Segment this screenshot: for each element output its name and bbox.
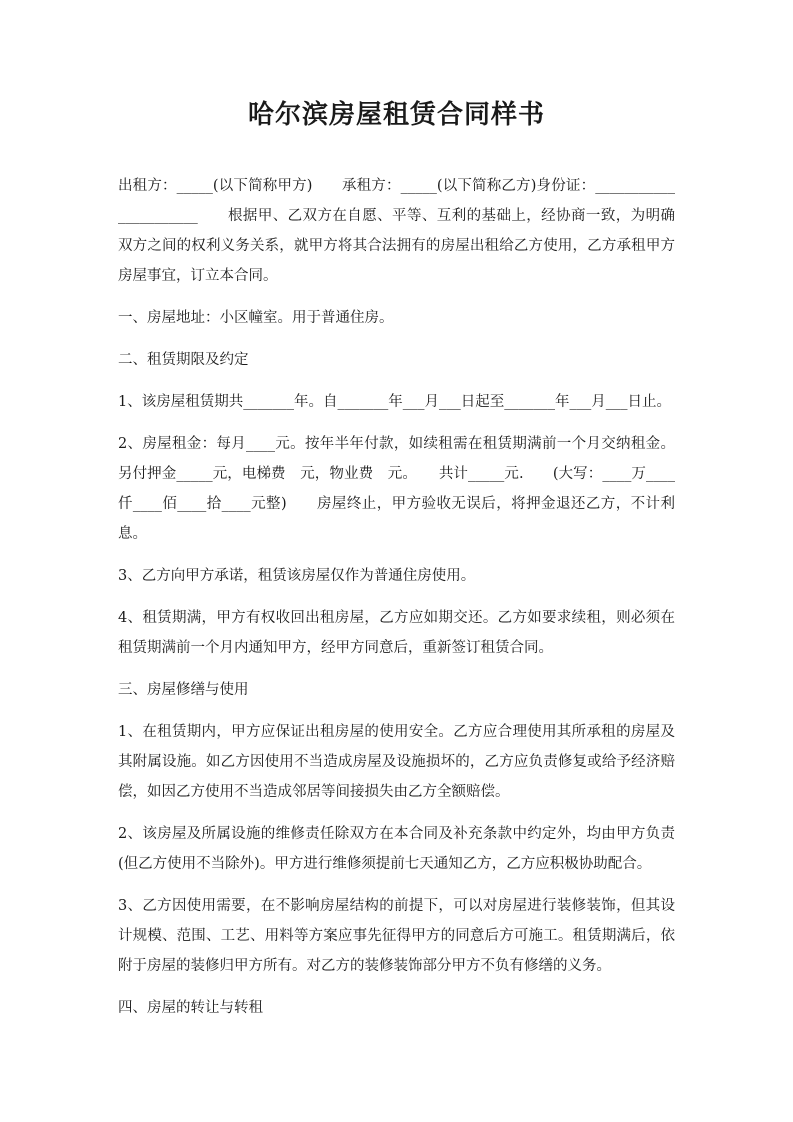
section-heading-repair: 三、房屋修缮与使用	[118, 682, 249, 698]
section-heading-lease-term: 二、租赁期限及约定	[118, 352, 249, 368]
paragraph-repair-3: 3、乙方因使用需要，在不影响房屋结构的前提下，可以对房屋进行装修装饰，但其设计规模、范围、工艺、用料等方案应事先征得甲方的同意后方可施工。租赁期满后，依附于房屋的装修归甲方所有。对乙方的装修装饰部分甲方不负有修缮的义务。	[118, 898, 675, 974]
paragraph-repair-2: 2、该房屋及所属设施的维修责任除双方在本合同及补充条款中约定外，均由甲方负责(但乙方使用不当除外)。甲方进行维修须提前七天通知乙方，乙方应积极协助配合。	[118, 826, 675, 872]
paragraph-lease-period: 1、该房屋租赁期共_______年。自_______年___月___日起至_______年___月___日止。	[118, 394, 671, 410]
paragraph-repair-1: 1、在租赁期内，甲方应保证出租房屋的使用安全。乙方应合理使用其所承租的房屋及其附属设施。如乙方因使用不当造成房屋及设施损坏的，乙方应负责修复或给予经济赔偿，如因乙方使用不当造成邻居等间接损失由乙方全额赔偿。	[118, 724, 675, 800]
paragraph-rent: 2、房屋租金：每月____元。按年半年付款，如续租需在租赁期满前一个月交纳租金。另付押金_____元，电梯费 元，物业费 元。 共计_____元. (大写：____万____仟____佰____拾____元整) 房屋终止，甲方验收无误后，将押金退还乙方，不计利息。	[118, 436, 675, 542]
paragraph-parties: 出租方：_____(以下简称甲方) 承租方：_____(以下简称乙方)身份证：______________________ 根据甲、乙双方在自愿、平等、互利的基础上，经协商一致，为明确双方之间的权利义务关系，就甲方将其合法拥有的房屋出租给乙方使用，乙方承租甲方房屋事宜，订立本合同。	[118, 178, 675, 284]
document-title: 哈尔滨房屋租赁合同样书	[247, 100, 545, 130]
paragraph-lease-expiry: 4、租赁期满，甲方有权收回出租房屋，乙方应如期交还。乙方如要求续租，则必须在租赁期满前一个月内通知甲方，经甲方同意后，重新签订租赁合同。	[118, 610, 675, 656]
paragraph-usage-promise: 3、乙方向甲方承诺，租赁该房屋仅作为普通住房使用。	[118, 568, 476, 584]
section-heading-transfer: 四、房屋的转让与转租	[118, 1000, 263, 1016]
paragraph-house-address: 一、房屋地址：小区幢室。用于普通住房。	[118, 310, 394, 326]
